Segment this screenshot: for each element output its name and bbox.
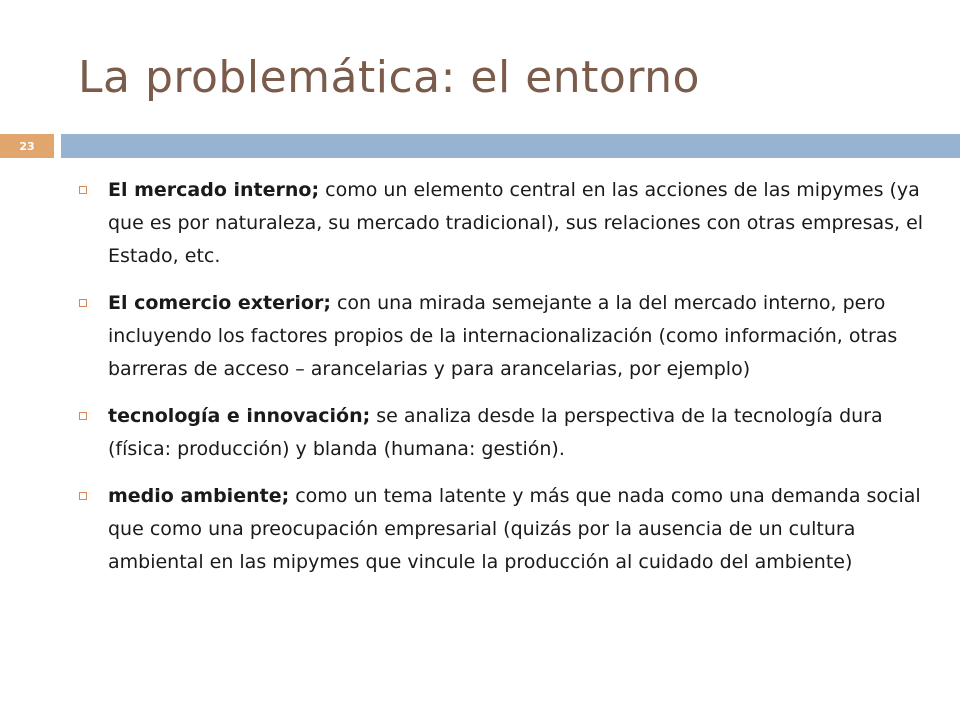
bullet-list <box>76 174 926 593</box>
square-bullet-icon <box>79 299 87 307</box>
header-divider-bar <box>61 134 960 158</box>
slide-number-badge <box>0 134 54 158</box>
bullet-term: tecnología e innovación; <box>108 405 371 427</box>
square-bullet-icon <box>79 492 87 500</box>
square-bullet-icon <box>79 412 87 420</box>
bullet-item-tecnologia <box>76 400 926 466</box>
bullet-text: se analiza desde la perspectiva de la tecnología dura (física: producción) y blanda (humana: gestión). <box>108 405 883 460</box>
bullet-item-medio-ambiente <box>76 480 926 579</box>
bullet-item-comercio-exterior <box>76 287 926 386</box>
square-bullet-icon <box>79 186 87 194</box>
slide-title: La problemática: el entorno <box>78 52 700 103</box>
slide-number: 23 <box>19 139 35 153</box>
bullet-text: como un tema latente y más que nada como una demanda social que como una preocupación empresarial (quizás por la ausencia de un cultura ambiental en las mipymes que vincule la producción al cuidado del ambiente) <box>108 485 921 573</box>
bullet-item-mercado-interno <box>76 174 926 273</box>
bullet-term: medio ambiente; <box>108 485 290 507</box>
bullet-term: El mercado interno; <box>108 179 320 201</box>
bullet-text: con una mirada semejante a la del mercado interno, pero incluyendo los factores propios de la internacionalización (como información, otras barreras de acceso – arancelarias y para arancelarias, por ejemplo) <box>108 292 898 380</box>
bullet-text: como un elemento central en las acciones de las mipymes (ya que es por naturaleza, su mercado tradicional), sus relaciones con otras empresas, el Estado, etc. <box>108 179 924 267</box>
bullet-term: El comercio exterior; <box>108 292 331 314</box>
